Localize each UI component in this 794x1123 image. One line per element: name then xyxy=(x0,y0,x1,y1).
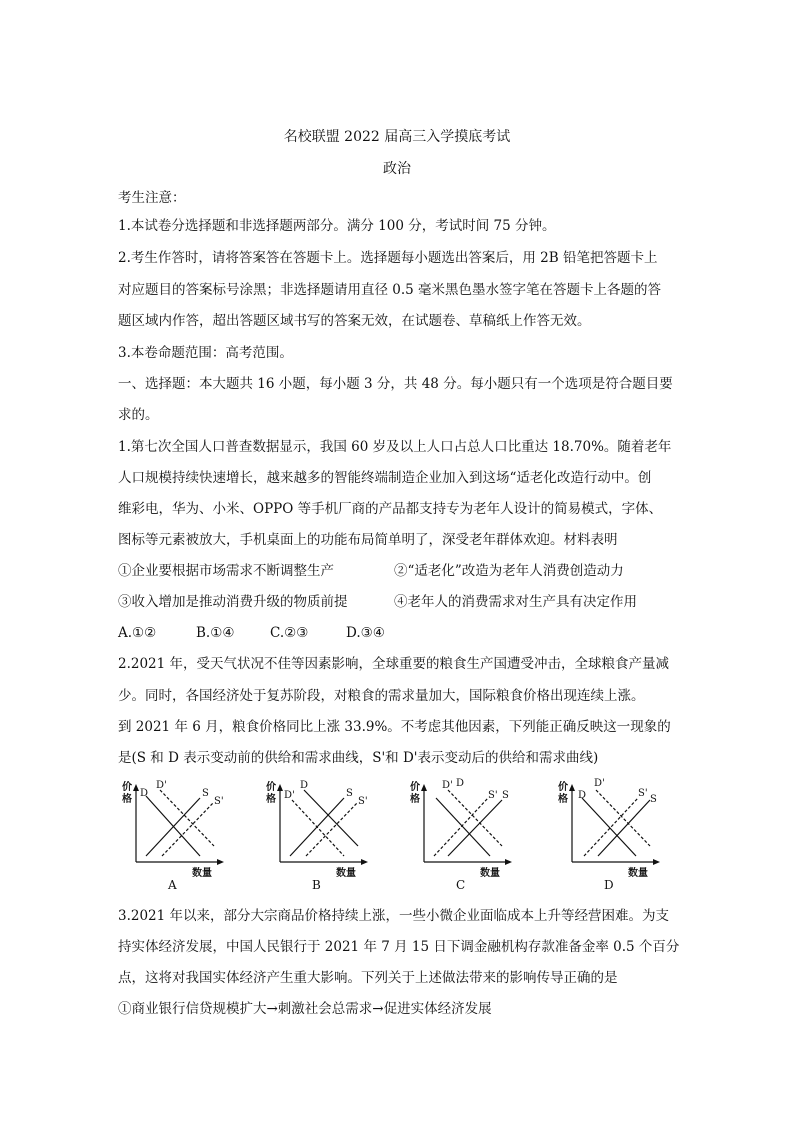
graph-y-label-2: 格 xyxy=(410,794,420,805)
q1-statement-4: ④老年人的消费需求对生产具有决定作用 xyxy=(394,594,637,610)
graph-x-arrow xyxy=(361,859,368,865)
graph-curve-s-prime xyxy=(584,798,638,856)
graph-curve-s xyxy=(290,798,344,856)
notice-item-3: 3.本卷命题范围：高考范围。 xyxy=(118,345,293,361)
graph-option-label: D xyxy=(604,878,614,891)
graph-y-arrow xyxy=(421,784,427,791)
graph-option-b xyxy=(264,776,374,891)
q1-line-4: 图标等元素被放大，手机桌面上的功能布局简单明了，深受老年群体欢迎。材料表明 xyxy=(118,532,618,548)
q1-option-d: D.③④ xyxy=(346,625,385,641)
graph-curve-d xyxy=(582,798,636,856)
graph-label-2: D xyxy=(578,790,587,801)
q1-statement-3: ③收入增加是推动消费升级的物质前提 xyxy=(118,594,348,610)
notice-item-2-line-2: 对应题目的答案标号涂黑；非选择题请用直径 0.5 毫米黑色墨水签字笔在答题卡上各题的答 xyxy=(118,282,662,298)
graph-option-c xyxy=(408,776,518,891)
graph-x-label: 数量 xyxy=(628,868,648,879)
graph-label-1: D' xyxy=(594,778,605,789)
graph-label-4: S xyxy=(502,790,509,801)
subject-title: 政治 xyxy=(383,161,411,177)
graph-label-3: S' xyxy=(488,790,498,801)
graph-x-label: 数量 xyxy=(192,868,212,879)
graph-option-d xyxy=(556,776,666,891)
q1-line-1: 1.第七次全国人口普查数据显示，我国 60 岁及以上人口占总人口比重达 18.70%。随着老年 xyxy=(118,439,672,455)
graph-label-1: D' xyxy=(156,780,167,791)
q1-statement-2: ②“适老化”改造为老年人消费创造动力 xyxy=(394,563,624,579)
graph-option-label: A xyxy=(168,878,177,891)
q3-line-2: 持实体经济发展，中国人民银行于 2021 年 7 月 15 日下调金融机构存款准备金率 0.5 个百分 xyxy=(118,939,680,955)
graph-x-arrow xyxy=(505,859,512,865)
notice-item-2-line-1: 2.考生作答时，请将答案答在答题卡上。选择题每小题选出答案后，用 2B 铅笔把答题卡上 xyxy=(118,250,658,266)
graph-y-label-1: 价 xyxy=(410,782,420,793)
graph-curve-s-prime xyxy=(434,798,488,856)
graph-label-3: S xyxy=(346,788,353,799)
notice-item-2-line-3: 题区域内作答，超出答题区域书写的答案无效，在试题卷、草稿纸上作答无效。 xyxy=(118,313,591,329)
graph-curve-d-prime xyxy=(292,800,344,856)
graph-label-3: S' xyxy=(638,788,648,799)
graph-y-label-1: 价 xyxy=(558,782,568,793)
graph-curve-s xyxy=(598,800,650,856)
q1-line-2: 人口规模持续快速增长，越来越多的智能终端制造企业加入到这场“适老化改造行动中。创 xyxy=(118,470,652,486)
q2-line-2: 少。同时，各国经济处于复苏阶段，对粮食的需求量加大，国际粮食价格出现连续上涨。 xyxy=(118,688,645,704)
q1-line-3: 维彩电，华为、小米、OPPO 等手机厂商的产品都支持专为老年人设计的简易模式，字体、 xyxy=(118,501,663,517)
graph-label-2: D' xyxy=(284,790,295,801)
graph-label-4: S' xyxy=(214,796,224,807)
q3-line-3: 点，这将对我国实体经济产生重大影响。下列关于上述做法带来的影响传导正确的是 xyxy=(118,970,618,986)
graph-y-label-2: 格 xyxy=(266,794,276,805)
graph-label-4: S' xyxy=(358,796,368,807)
graph-x-arrow xyxy=(217,859,224,865)
q1-statement-1: ①企业要根据市场需求不断调整生产 xyxy=(118,563,334,579)
q1-option-c: C.②③ xyxy=(270,625,309,641)
q1-option-a: A.①② xyxy=(118,625,157,641)
graph-label-1: D' xyxy=(442,780,453,791)
graph-y-arrow xyxy=(133,784,139,791)
q3-line-1: 3.2021 年以来，部分大宗商品价格持续上涨，一些小微企业面临成本上升等经营困难。为支 xyxy=(118,908,670,924)
graph-option-label: C xyxy=(456,878,466,891)
section-1-line-2: 求的。 xyxy=(118,407,159,423)
graph-option-label: B xyxy=(312,878,321,891)
graph-curve-d xyxy=(436,798,490,856)
q2-line-4: 是(S 和 D 表示变动前的供给和需求曲线，S'和 D'表示变动后的供给和需求曲线) xyxy=(118,750,599,766)
q2-line-3: 到 2021 年 6 月，粮食价格同比上涨 33.9%。不考虑其他因素，下列能正确反映这一现象的 xyxy=(118,719,671,735)
graph-y-arrow xyxy=(277,784,283,791)
graph-label-3: S xyxy=(202,788,209,799)
notice-item-1: 1.本试卷分选择题和非选择题两部分。满分 100 分，考试时间 75 分钟。 xyxy=(118,218,556,234)
graph-label-2: D xyxy=(140,788,149,799)
q1-option-b: B.①④ xyxy=(196,625,235,641)
graph-y-label-1: 价 xyxy=(266,782,276,793)
graph-curve-s xyxy=(448,800,502,856)
graph-label-2: D xyxy=(456,778,465,789)
graph-x-label: 数量 xyxy=(480,868,500,879)
graph-y-label-2: 格 xyxy=(122,794,132,805)
graph-x-arrow xyxy=(653,859,660,865)
graph-option-a xyxy=(120,776,230,891)
graph-y-label-2: 格 xyxy=(558,794,568,805)
graph-y-label-1: 价 xyxy=(122,782,132,793)
q3-statement-1: ①商业银行信贷规模扩大→刺激社会总需求→促进实体经济发展 xyxy=(118,1001,492,1017)
graph-x-label: 数量 xyxy=(336,868,356,879)
graph-y-arrow xyxy=(569,784,575,791)
q2-line-1: 2.2021 年，受天气状况不佳等因素影响，全球重要的粮食生产国遭受冲击，全球粮食产量减 xyxy=(118,656,670,672)
notice-heading: 考生注意： xyxy=(118,190,186,206)
graph-label-4: S xyxy=(650,794,657,805)
section-1-line-1: 一、选择题：本大题共 16 小题，每小题 3 分，共 48 分。每小题只有一个选项是符合题目要 xyxy=(118,376,673,392)
exam-title: 名校联盟 2022 届高三入学摸底考试 xyxy=(283,129,511,145)
graph-label-1: D xyxy=(300,780,309,791)
